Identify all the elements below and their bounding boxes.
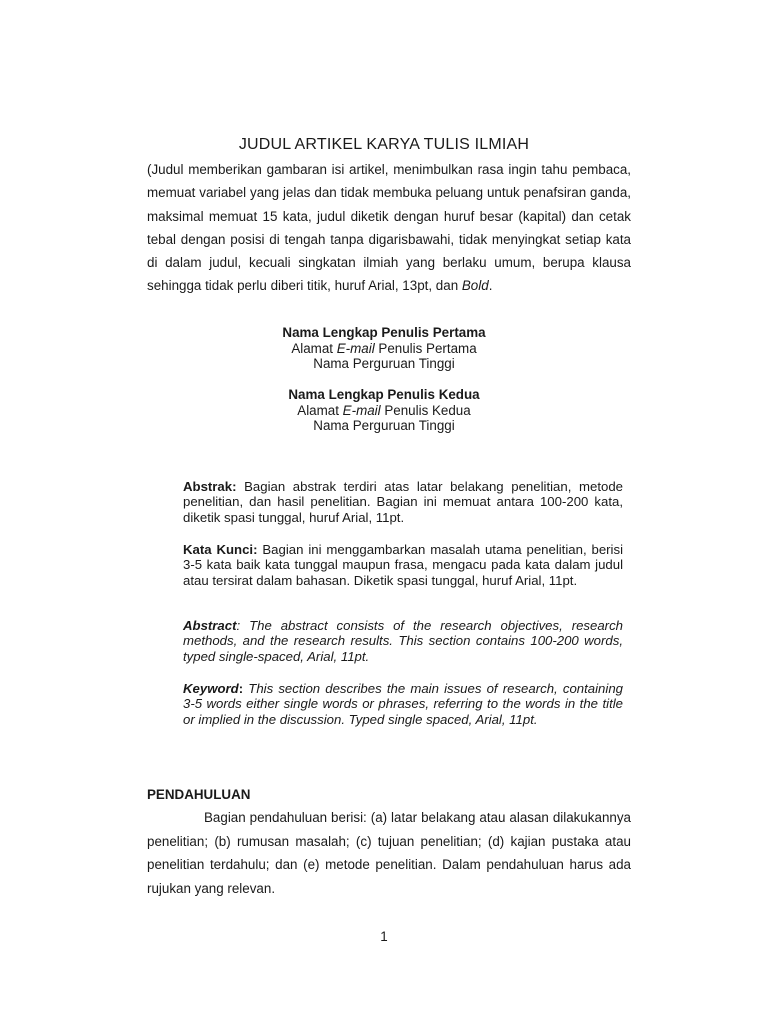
kata-kunci-text: Bagian ini menggambarkan masalah utama penelitian, berisi 3-5 kata baik kata tunggal maupun frasa, mengacu pada kata dalam judul atau tersirat dalam bahasan. Diketik spasi tunggal, huruf Arial, 11pt. xyxy=(183,542,623,588)
author-email-line xyxy=(0,341,768,357)
keyword-en-text: This section describes the main issues of research, containing 3-5 words either single words or phrases, referring to the words in the title or implied in the discussion. Typed single spaced, Arial, 11pt. xyxy=(183,681,623,727)
abstrak-label: Abstrak: xyxy=(183,479,237,494)
author-email-line xyxy=(0,403,768,419)
author-email-prefix: Alamat xyxy=(297,402,343,418)
section-paragraph: Bagian pendahuluan berisi: (a) latar belakang atau alasan dilakukannya penelitian; (b) rumusan masalah; (c) tujuan penelitian; (d) kajian pustaka atau penelitian terdahulu; dan (e) metode penelitian. Dalam pendahuluan harus ada rujukan yang relevan. xyxy=(147,810,631,896)
section-heading: PENDAHULUAN xyxy=(147,787,251,802)
author-institution: Nama Perguruan Tinggi xyxy=(313,356,455,371)
title-guidelines-end: . xyxy=(488,278,493,294)
author-institution: Nama Perguruan Tinggi xyxy=(313,418,455,433)
abstrak-paragraph xyxy=(183,479,623,525)
title-guidelines-emphasis: Bold xyxy=(461,278,489,294)
author-block-second xyxy=(0,387,768,434)
author-email-suffix: Penulis Pertama xyxy=(374,340,477,356)
abstract-en-text: : The abstract consists of the research objectives, research methods, and the research results. This section contains 100-200 words, typed single-spaced, Arial, 11pt. xyxy=(183,618,623,664)
page-number: 1 xyxy=(380,929,388,944)
author-email-term: E-mail xyxy=(336,340,375,356)
kata-kunci-label: Kata Kunci: xyxy=(183,542,258,557)
title-guidelines-text: (Judul memberikan gambaran isi artikel, menimbulkan rasa ingin tahu pembaca, memuat variabel yang jelas dan tidak membuka peluang untuk penafsiran ganda, maksimal memuat 15 kata, judul diketik dengan huruf besar (kapital) dan cetak tebal dengan posisi di tengah tanpa digarisbawahi, tidak menyingkat setiap kata di dalam judul, kecuali singkatan ilmiah yang berlaku umum, berupa klausa sehingga tidak perlu diberi titik, huruf Arial, 13pt, dan xyxy=(147,162,631,294)
keyword-en-label: Keyword xyxy=(183,681,239,696)
abstract-en-label: Abstract xyxy=(183,618,237,633)
author-email-prefix: Alamat xyxy=(291,340,337,356)
author-block-first xyxy=(0,325,768,372)
author-name: Nama Lengkap Penulis Kedua xyxy=(288,387,480,402)
author-name: Nama Lengkap Penulis Pertama xyxy=(282,325,486,340)
article-title: JUDUL ARTIKEL KARYA TULIS ILMIAH xyxy=(238,136,530,153)
kata-kunci-paragraph xyxy=(183,542,623,588)
abstrak-text: Bagian abstrak terdiri atas latar belakang penelitian, metode penelitian, dan hasil penelitian. Bagian ini memuat antara 100-200 kata, diketik spasi tunggal, huruf Arial, 11pt. xyxy=(183,479,623,525)
title-guidelines-paragraph xyxy=(147,158,631,298)
author-email-term: E-mail xyxy=(342,402,381,418)
author-email-suffix: Penulis Kedua xyxy=(380,402,471,418)
abstract-en-paragraph xyxy=(183,618,623,664)
keyword-en-colon: : xyxy=(238,681,244,696)
keyword-en-paragraph xyxy=(183,681,623,727)
